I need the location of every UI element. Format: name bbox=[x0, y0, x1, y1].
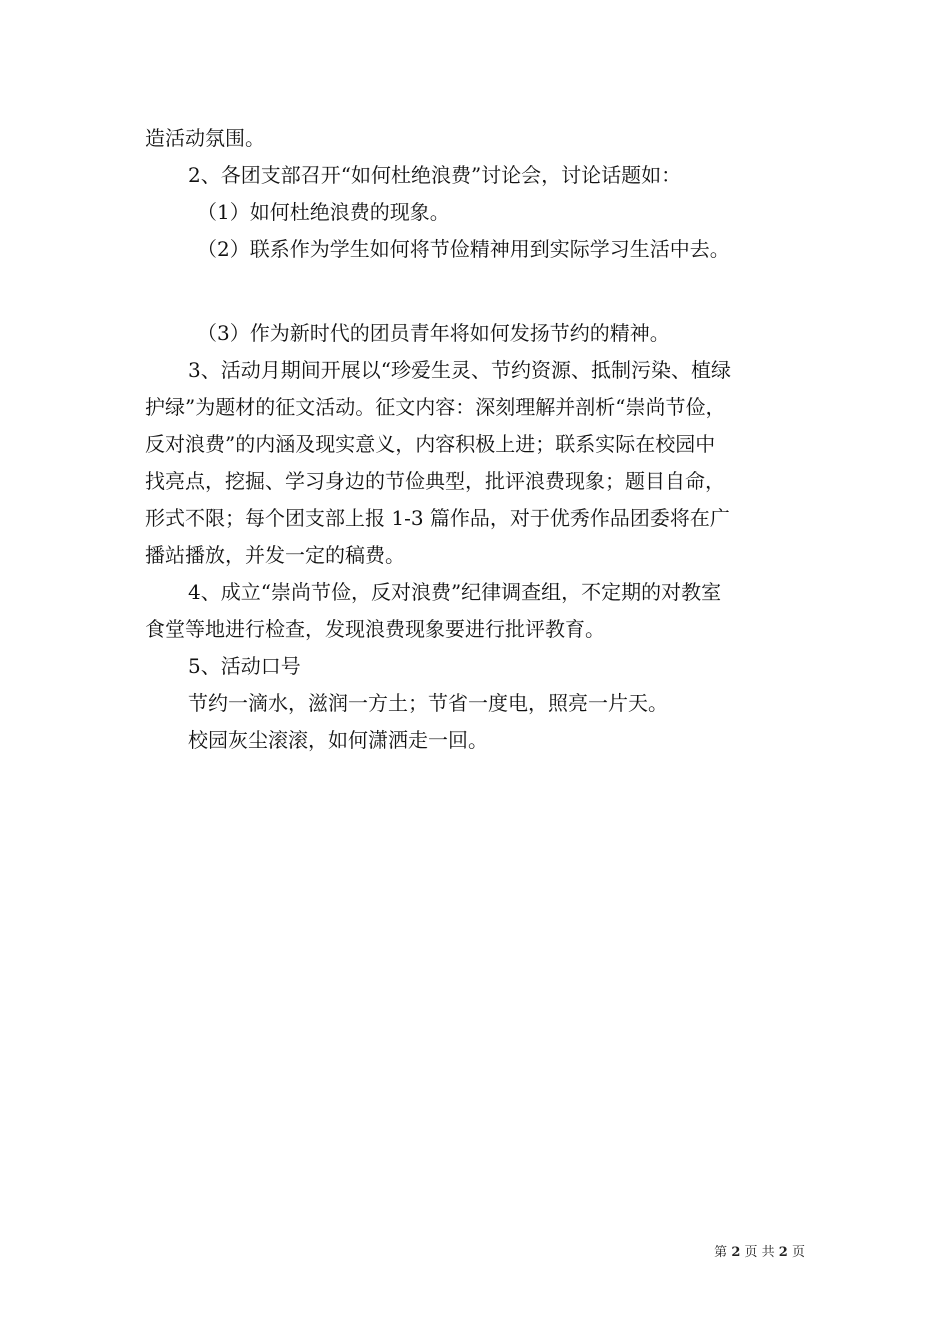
paragraph-line: 2、各团支部召开“如何杜绝浪费”讨论会，讨论话题如： bbox=[188, 163, 682, 187]
spacer bbox=[145, 268, 815, 315]
document-body bbox=[145, 120, 815, 759]
footer-middle: 页 共 bbox=[744, 1245, 775, 1260]
paragraph-line: 反对浪费”的内涵及现实意义，内容积极上进；联系实际在校园中 bbox=[145, 432, 716, 456]
paragraph-line: （3）作为新时代的团员青年将如何发扬节约的精神。 bbox=[197, 321, 670, 345]
paragraph-line: （1）如何杜绝浪费的现象。 bbox=[197, 200, 450, 224]
paragraph-line: 护绿”为题材的征文活动。征文内容：深刻理解并剖析“崇尚节俭， bbox=[145, 395, 726, 419]
paragraph-line: 节约一滴水，滋润一方土；节省一度电，照亮一片天。 bbox=[188, 691, 668, 715]
paragraph-line: 形式不限；每个团支部上报 1-3 篇作品，对于优秀作品团委将在广 bbox=[145, 506, 730, 530]
paragraph-line: 造活动氛围。 bbox=[145, 126, 265, 150]
paragraph-line: 食堂等地进行检查，发现浪费现象要进行批评教育。 bbox=[145, 617, 605, 641]
paragraph-line: 4、成立“崇尚节俭，反对浪费”纪律调查组，不定期的对教室 bbox=[188, 580, 722, 604]
paragraph-line: 3、活动月期间开展以“珍爱生灵、节约资源、抵制污染、植绿 bbox=[188, 358, 731, 382]
current-page-number: 2 bbox=[731, 1245, 741, 1260]
paragraph-line: 播站播放，并发一定的稿费。 bbox=[145, 543, 405, 567]
total-page-number: 2 bbox=[778, 1245, 788, 1260]
footer-prefix: 第 bbox=[714, 1245, 728, 1260]
paragraph-line: （2）联系作为学生如何将节俭精神用到实际学习生活中去。 bbox=[197, 237, 730, 261]
page-number-footer bbox=[714, 1244, 805, 1262]
paragraph-line: 5、活动口号 bbox=[188, 654, 301, 678]
paragraph-line: 校园灰尘滚滚，如何潇洒走一回。 bbox=[188, 728, 488, 752]
footer-suffix: 页 bbox=[791, 1245, 805, 1260]
paragraph-line: 找亮点，挖掘、学习身边的节俭典型，批评浪费现象；题目自命， bbox=[145, 469, 725, 493]
